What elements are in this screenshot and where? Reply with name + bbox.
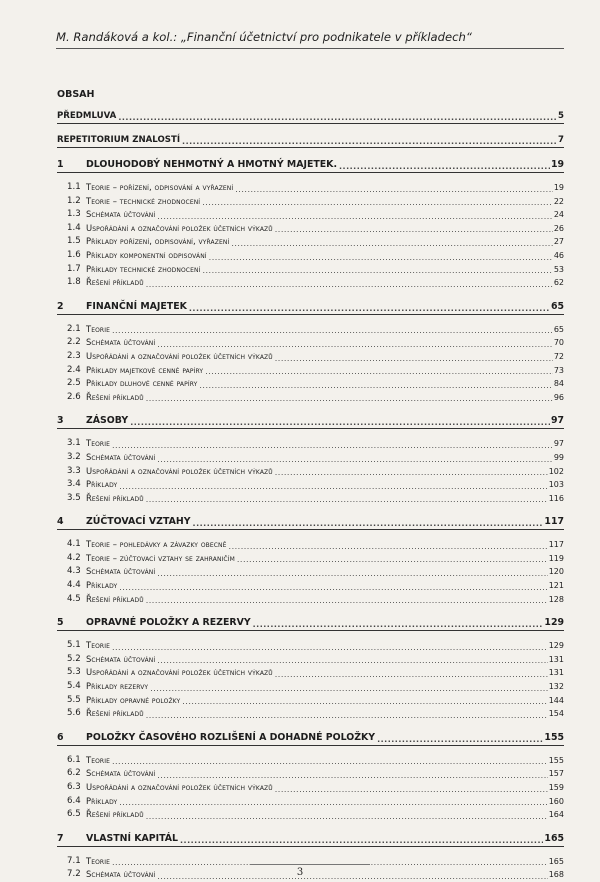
section-number: 1.4 [67, 222, 81, 233]
section-page: 154 [548, 709, 564, 719]
section-number: 1.5 [67, 236, 81, 247]
leader-dots [275, 785, 548, 795]
section-page: 165 [548, 856, 564, 866]
section-number: 2.6 [67, 391, 81, 402]
toc-entry-repetitorium[interactable] [57, 134, 564, 148]
section-page: 159 [548, 783, 564, 792]
section-page: 26 [553, 223, 564, 233]
section-number: 1.1 [67, 182, 81, 192]
toc-section-1.2[interactable] [57, 195, 564, 209]
section-number: 3.4 [67, 479, 81, 490]
section-number: 4.2 [67, 552, 81, 563]
section-number: 6.5 [67, 809, 81, 820]
section-title: Teorie – pohledávky a závazky obecně [86, 539, 227, 550]
section-page: 160 [548, 796, 564, 806]
section-title: Řešení příkladů [86, 391, 144, 402]
toc-entry-page: 5 [558, 111, 564, 121]
leader-dots [182, 697, 547, 707]
toc-section-4.2[interactable] [57, 552, 564, 566]
chapter-title: DLOUHODOBÝ NEHMOTNÝ A HMOTNÝ MAJETEK. [86, 159, 338, 170]
section-page: 65 [553, 324, 564, 334]
leader-dots [182, 137, 557, 147]
section-title: Řešení příkladů [86, 492, 144, 503]
table-of-contents [57, 88, 564, 882]
toc-section-1.3[interactable] [57, 208, 564, 222]
section-title: Teorie [86, 640, 110, 651]
section-page: 62 [553, 278, 564, 288]
chapter-page: 165 [544, 832, 564, 844]
section-number: 3.1 [67, 438, 81, 449]
toc-section-4.5[interactable] [57, 593, 564, 607]
toc-chapter-6[interactable] [57, 731, 564, 746]
toc-section-4.4[interactable] [57, 579, 564, 593]
section-title: Schémata účtování [86, 337, 156, 348]
toc-section-5.1[interactable] [57, 639, 564, 653]
toc-section-1.4[interactable] [57, 222, 564, 236]
chapter-number: 2 [57, 300, 64, 312]
section-number: 7.2 [67, 869, 81, 880]
section-page: 103 [548, 480, 564, 490]
section-page: 132 [548, 682, 564, 692]
section-title: Uspořádání a označování položek účetních výkazů [86, 782, 273, 792]
chapter-page: 129 [544, 617, 564, 629]
toc-chapter-1[interactable] [57, 158, 564, 173]
leader-dots [119, 482, 547, 492]
section-page: 97 [553, 439, 564, 449]
leader-dots [275, 468, 548, 478]
toc-section-1.7[interactable] [57, 263, 564, 277]
toc-section-4.3[interactable] [57, 565, 564, 579]
section-title: Uspořádání a označování položek účetních výkazů [86, 350, 273, 361]
section-page: 157 [548, 769, 564, 779]
chapter-title: ZÚČTOVACÍ VZTAHY [86, 516, 191, 528]
toc-section-3.4[interactable] [57, 478, 564, 492]
leader-dots [157, 771, 547, 781]
leader-dots [202, 266, 552, 276]
leader-dots [209, 253, 553, 263]
section-number: 2.3 [67, 350, 81, 361]
chapter-page: 65 [550, 300, 564, 312]
leader-dots [112, 326, 553, 336]
section-page: 121 [548, 581, 564, 591]
section-number: 5.6 [67, 708, 81, 719]
chapter-number: 1 [57, 159, 64, 170]
toc-section-6.3[interactable] [57, 781, 564, 795]
section-title: Teorie – zúčtovací vztahy se zahraničím [86, 552, 235, 563]
section-title: Uspořádání a označování položek účetních výkazů [86, 222, 273, 233]
toc-section-3.1[interactable] [57, 437, 564, 451]
leader-dots [146, 280, 553, 290]
chapter-number: 6 [57, 731, 64, 743]
section-title: Schémata účtování [86, 768, 156, 779]
leader-dots [112, 757, 548, 767]
chapter-page: 19 [550, 159, 564, 170]
chapter-page: 155 [544, 731, 564, 743]
toc-heading: OBSAH [57, 89, 95, 100]
toc-section-2.1[interactable] [57, 323, 564, 337]
leader-dots [130, 418, 550, 428]
toc-section-5.5[interactable] [57, 694, 564, 708]
toc-section-5.2[interactable] [57, 653, 564, 667]
section-page: 84 [553, 379, 564, 389]
section-number: 6.3 [67, 782, 81, 792]
leader-dots [231, 239, 552, 249]
leader-dots [146, 394, 553, 404]
section-page: 96 [553, 392, 564, 402]
section-title: Schémata účtování [86, 653, 156, 664]
section-number: 5.3 [67, 667, 81, 678]
section-page: 144 [548, 695, 564, 705]
toc-section-1.1[interactable] [57, 181, 564, 195]
section-number: 1.2 [67, 195, 81, 206]
toc-section-3.2[interactable] [57, 451, 564, 465]
section-number: 5.5 [67, 694, 81, 705]
section-number: 4.1 [67, 539, 81, 550]
section-number: 5.4 [67, 681, 81, 692]
section-number: 6.4 [67, 795, 81, 806]
leader-dots [180, 836, 543, 846]
section-title: Teorie [86, 855, 110, 866]
toc-section-5.6[interactable] [57, 707, 564, 721]
leader-dots [119, 583, 547, 593]
section-title: Příklady [86, 580, 118, 591]
section-page: 168 [548, 870, 564, 880]
section-page: 53 [553, 264, 564, 274]
section-title: Příklady [86, 795, 118, 806]
section-title: Schémata účtování [86, 566, 156, 577]
section-number: 5.2 [67, 653, 81, 664]
section-page: 131 [548, 668, 564, 678]
section-page: 99 [553, 452, 564, 462]
section-number: 2.4 [67, 364, 81, 375]
section-title: Teorie – technické zhodnocení [86, 195, 201, 206]
section-title: Příklady majetkové cenné papíry [86, 364, 204, 375]
leader-dots [112, 643, 548, 653]
section-page: 22 [553, 196, 564, 206]
toc-chapter-7[interactable] [57, 832, 564, 847]
toc-section-2.3[interactable] [57, 350, 564, 364]
section-title: Uspořádání a označování položek účetních výkazů [86, 667, 273, 678]
section-title: Příklady [86, 479, 118, 490]
section-number: 4.3 [67, 566, 81, 577]
leader-dots [157, 340, 553, 350]
toc-section-2.5[interactable] [57, 377, 564, 391]
leader-dots [377, 735, 543, 745]
leader-dots [229, 542, 548, 552]
leader-dots [157, 455, 553, 465]
toc-section-1.5[interactable] [57, 235, 564, 249]
toc-section-2.4[interactable] [57, 364, 564, 378]
toc-section-5.3[interactable] [57, 666, 564, 680]
section-title: Příklady dluhové cenné papíry [86, 378, 198, 389]
leader-dots [235, 185, 553, 195]
section-title: Řešení příkladů [86, 809, 144, 820]
leader-dots [193, 519, 544, 529]
toc-entry-title: REPETITORIUM ZNALOSTÍ [57, 135, 181, 145]
chapter-title: OPRAVNÉ POLOŽKY A REZERVY [86, 617, 251, 629]
page-number: 3 [296, 867, 304, 878]
section-number: 2.5 [67, 378, 81, 389]
section-number: 3.3 [67, 465, 81, 476]
leader-dots [189, 304, 550, 314]
toc-entry-title: PŘEDMLUVA [57, 111, 117, 121]
section-title: Uspořádání a označování položek účetních výkazů [86, 465, 273, 476]
section-page: 155 [548, 755, 564, 765]
toc-chapters [57, 148, 564, 882]
toc-section-1.6[interactable] [57, 249, 564, 263]
chapter-title: ZÁSOBY [86, 415, 129, 427]
leader-dots [146, 711, 548, 721]
section-title: Teorie – pořízení, odpisování a vyřazení [86, 182, 234, 192]
section-number: 1.6 [67, 249, 81, 260]
toc-section-6.5[interactable] [57, 808, 564, 822]
section-title: Příklady pořízení, odpisování, vyřazení [86, 236, 230, 247]
section-number: 6.2 [67, 768, 81, 779]
section-title: Schémata účtování [86, 451, 156, 462]
section-number: 6.1 [67, 754, 81, 765]
section-number: 2.2 [67, 337, 81, 348]
section-page: 72 [553, 351, 564, 361]
section-title: Řešení příkladů [86, 708, 144, 719]
toc-entry-page: 7 [558, 135, 564, 145]
section-number: 5.1 [67, 640, 81, 651]
leader-dots [157, 656, 547, 666]
section-title: Příklady opravné položky [86, 694, 181, 705]
section-number: 3.5 [67, 492, 81, 503]
section-number: 7.1 [67, 855, 81, 866]
section-page: 116 [548, 493, 564, 503]
section-page: 46 [553, 250, 564, 260]
chapter-number: 4 [57, 516, 64, 528]
section-title: Příklady komponentní odpisování [86, 249, 207, 260]
section-number: 2.1 [67, 323, 81, 334]
chapter-number: 3 [57, 415, 64, 427]
section-title: Schémata účtování [86, 869, 156, 880]
toc-section-1.8[interactable] [57, 276, 564, 290]
section-title: Příklady rezervy [86, 681, 149, 692]
section-number: 3.2 [67, 451, 81, 462]
toc-chapter-2[interactable] [57, 300, 564, 315]
leader-dots [150, 684, 548, 694]
section-title: Teorie [86, 754, 110, 765]
section-page: 19 [553, 183, 564, 192]
chapter-page: 117 [544, 516, 564, 528]
section-page: 102 [548, 466, 564, 476]
leader-dots [146, 596, 548, 606]
toc-section-5.4[interactable] [57, 680, 564, 694]
section-number: 4.5 [67, 593, 81, 604]
toc-section-2.6[interactable] [57, 391, 564, 405]
chapter-title: POLOŽKY ČASOVÉHO ROZLIŠENÍ A DOHADNÉ POLOŽKY [86, 731, 376, 743]
section-page: 70 [553, 338, 564, 348]
section-page: 131 [548, 654, 564, 664]
section-number: 1.8 [67, 277, 81, 288]
toc-section-6.2[interactable] [57, 767, 564, 781]
toc-chapter-5[interactable] [57, 616, 564, 631]
leader-dots [339, 162, 550, 172]
leader-dots [199, 381, 552, 391]
section-number: 4.4 [67, 580, 81, 591]
section-title: Schémata účtování [86, 209, 156, 220]
leader-dots [202, 198, 553, 208]
section-page: 73 [553, 365, 564, 375]
chapter-title: VLASTNÍ KAPITÁL [86, 832, 179, 844]
leader-dots [157, 212, 553, 222]
chapter-title: FINANČNÍ MAJETEK [86, 300, 187, 312]
toc-section-2.2[interactable] [57, 336, 564, 350]
chapter-page: 97 [550, 415, 564, 427]
leader-dots [275, 354, 553, 364]
section-page: 24 [553, 210, 564, 220]
running-header: M. Randáková a kol.: „Finanční účetnictví pro podnikatele v příkladech“ [56, 30, 564, 49]
section-title: Teorie [86, 323, 110, 334]
toc-entry-predmluva[interactable] [57, 110, 564, 124]
toc-section-4.1[interactable] [57, 538, 564, 552]
leader-dots [253, 620, 544, 630]
section-page: 164 [548, 810, 564, 820]
leader-dots [146, 495, 548, 505]
toc-chapter-3[interactable] [57, 414, 564, 429]
toc-section-6.1[interactable] [57, 754, 564, 768]
section-page: 27 [553, 237, 564, 247]
toc-section-3.5[interactable] [57, 492, 564, 506]
toc-chapter-4[interactable] [57, 515, 564, 530]
section-page: 119 [548, 553, 564, 563]
section-page: 129 [548, 641, 564, 651]
leader-dots [118, 113, 557, 123]
leader-dots [275, 670, 548, 680]
footer-rule [250, 864, 370, 865]
toc-section-3.3[interactable] [57, 465, 564, 479]
section-number: 1.3 [67, 209, 81, 220]
leader-dots [119, 798, 547, 808]
chapter-number: 7 [57, 832, 64, 844]
leader-dots [146, 812, 548, 822]
section-page: 117 [548, 540, 564, 550]
section-number: 1.7 [67, 263, 81, 274]
section-page: 120 [548, 567, 564, 577]
leader-dots [237, 555, 548, 565]
section-title: Příklady technické zhodnocení [86, 263, 201, 274]
leader-dots [157, 569, 547, 579]
leader-dots [275, 225, 553, 235]
leader-dots [112, 441, 553, 451]
section-title: Řešení příkladů [86, 593, 144, 604]
chapter-number: 5 [57, 617, 64, 629]
section-title: Řešení příkladů [86, 277, 144, 288]
section-title: Teorie [86, 438, 110, 449]
toc-section-6.4[interactable] [57, 795, 564, 809]
section-page: 128 [548, 594, 564, 604]
leader-dots [205, 367, 553, 377]
